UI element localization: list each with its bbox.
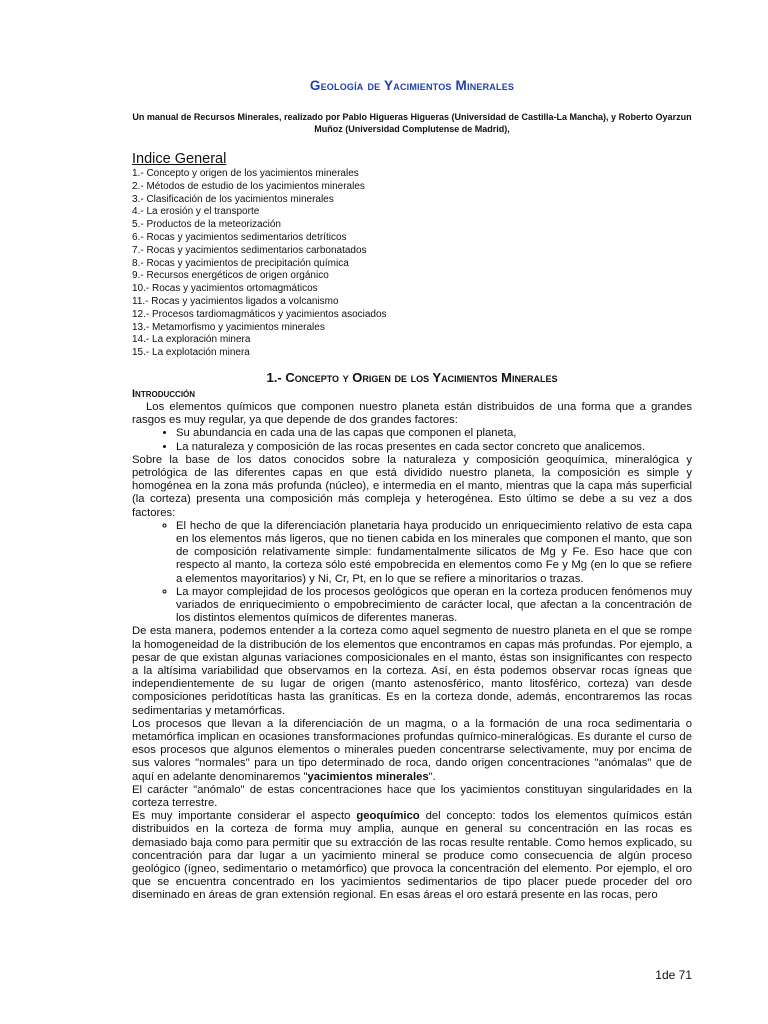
paragraph: [132, 718, 692, 784]
circle-list: [132, 520, 692, 626]
index-item: 3.- Clasificación de los yacimientos minerales: [132, 193, 334, 205]
text-run: ".: [428, 770, 436, 783]
index-item: 4.- La erosión y el transporte: [132, 206, 260, 218]
circle-item: ◦ La mayor complejidad de los procesos geológicos que operan en la corteza producen fenómenos muy variados de enriquecimiento o empobrecimiento de carácter local, que afectan a la concentración de los distintos elementos químicos de diferentes maneras.: [176, 586, 692, 626]
index-item: 13.- Metamorfismo y yacimientos minerales: [132, 321, 325, 333]
index-list: [132, 168, 692, 360]
paragraph: De esta manera, podemos entender a la corteza como aquel segmento de nuestro planeta en el que se rompe la homogeneidad de la distribución de los elementos que encontramos en capas más profundas. Por ejemplo, a pesar de que existan algunas variaciones composicionales en el manto, éstas son insignificantes con respecto a la altísima variabilidad que observamos en la corteza. Así, en ésta podemos observar rocas ígneas que independientemente de su lugar de origen (manto astenosférico, manto litosférico, corteza) van desde composiciones peridotíticas hasta las graníticas. Es en la corteza donde, además, encontraremos las rocas sedimentarias y metamórficas.: [132, 625, 692, 717]
index-item: 5.- Productos de la meteorización: [132, 219, 281, 231]
paragraph: El carácter "anómalo" de estas concentraciones hace que los yacimientos constituyan singularidades en la corteza terrestre.: [132, 783, 692, 810]
bold-term: geoquímico: [356, 810, 420, 823]
paragraph: Sobre la base de los datos conocidos sobre la naturaleza y composición geoquímica, mineralógica y petrológica de las diferentes capas en que está dividido nuestro planeta, la composición es simple y homogénea en la zona más profunda (núcleo), e intermedia en el manto, mientras que la capa más superficial (la corteza) presenta una composición más compleja y heterogénea. Esto último se debe a su vez a dos factores:: [132, 453, 692, 519]
chapter-title: 1.- Concepto y Origen de los Yacimientos Minerales: [266, 369, 558, 385]
bullet-item: • La naturaleza y composición de las rocas presentes en cada sector concreto que analicemos.: [176, 441, 692, 454]
index-item: 11.- Rocas y yacimientos ligados a volcanismo: [132, 295, 339, 307]
index-heading: Indice General: [132, 151, 227, 167]
page-number: 1de 71: [655, 968, 692, 982]
document-title: Geología de Yacimientos Minerales: [309, 78, 515, 93]
paragraph: Los elementos químicos que componen nuestro planeta están distribuidos de una forma que a grandes rasgos es muy regular, ya que depende de dos grandes factores:: [132, 400, 692, 427]
index-item: 15.- La explotación minera: [132, 347, 250, 359]
index-item: 2.- Métodos de estudio de los yacimientos minerales: [132, 180, 365, 192]
bullet-item: • Su abundancia en cada una de las capas que componen el planeta,: [176, 427, 692, 440]
index-item: 14.- La exploración minera: [132, 334, 251, 346]
index-item: 6.- Rocas y yacimientos sedimentarios detríticos: [132, 231, 347, 243]
index-item: 10.- Rocas y yacimientos ortomagmáticos: [132, 283, 318, 295]
paragraph: [132, 810, 692, 902]
text-run: del concepto: todos los elementos químicos están distribuidos en la corteza de forma muy amplia, aunque en general su concentración en las rocas es demasiado baja como para permitir que su extracción de las rocas resulte rentable. Como hemos explicado, su concentración para dar lugar a un yacimiento mineral se produce como consecuencia de algún proceso geológico (ígneo, sedimentario o metamórfico) que provoca la concentración del elemento. Por ejemplo, el oro que se encuentra concentrado en los yacimientos sedimentarios de tipo placer puede proceder del oro diseminado en áreas de gran extensión regional. En esas áreas el oro estará presente en las rocas, pero: [132, 810, 692, 902]
index-item: 7.- Rocas y yacimientos sedimentarios carbonatados: [132, 244, 367, 256]
text-run: Los procesos que llevan a la diferenciación de un magma, o a la formación de una roca sedimentaria o metamórfica implican en ocasiones transformaciones profundas químico-mineralógicas. Es durante el curso de esos procesos que algunos elementos o minerales pueden concentrarse selectivamente, muy por encima de sus valores "normales" para un tipo determinado de roca, dando origen concentraciones "anómalas" que de aquí en adelante denominaremos ": [132, 717, 692, 783]
index-item: 1.- Concepto y origen de los yacimientos minerales: [132, 168, 359, 179]
document-page: [132, 70, 692, 903]
bold-term: yacimientos minerales: [307, 770, 429, 783]
circle-item: ◦ El hecho de que la diferenciación planetaria haya producido un enriquecimiento relativo de esta capa en los elementos más ligeros, que no tienen cabida en los minerales que componen el manto, que son de composición relativamente simple: fundamentalmente silicatos de Mg y Fe. Eso hace que con respecto al manto, la corteza sólo esté empobrecida en elementos como Fe y Mg (en lo que se refiere a elementos mayoritarios) y Ni, Cr, Pt, en lo que se refiere a minoritarios o trazas.: [176, 520, 692, 586]
index-item: 12.- Procesos tardiomagmáticos y yacimientos asociados: [132, 308, 387, 320]
text-run: Es muy importante considerar el aspecto: [132, 810, 357, 823]
index-item: 9.- Recursos energéticos de origen orgánico: [132, 270, 329, 282]
section-heading: Introducción: [132, 387, 196, 400]
authors-line: Un manual de Recursos Minerales, realizado por Pablo Higueras Higueras (Universidad de Castilla-La Mancha), y Roberto Oyarzun Muñoz (Universidad Complutense de Madrid),: [132, 112, 692, 134]
bullet-list: [132, 427, 692, 453]
index-item: 8.- Rocas y yacimientos de precipitación química: [132, 257, 349, 269]
